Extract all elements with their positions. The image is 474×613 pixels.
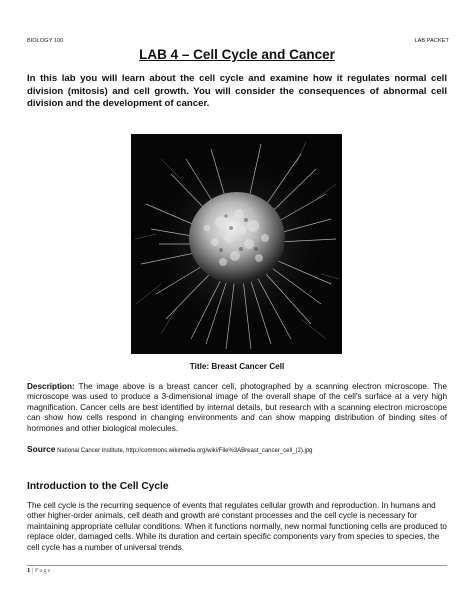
- section-heading: Introduction to the Cell Cycle: [27, 481, 169, 492]
- source-line: [27, 445, 457, 456]
- header-packet: LAB PACKET: [414, 38, 449, 44]
- figure-caption: Title: Breast Cancer Cell: [189, 362, 285, 371]
- page-word: Page: [34, 567, 52, 574]
- page-number: 1: [27, 567, 31, 574]
- cancer-cell-photo: [131, 134, 342, 354]
- cancer-cell-image: [131, 134, 342, 354]
- footer-divider: [27, 565, 447, 566]
- section-body: The cell cycle is the recurring sequence of events that regulates cellular growth and reproduction. In humans and other higher-order animals, cell death and growth are constant processes and the cell cycle is necessary for maintaining appropriate cellular conditions. When it functions normally, new normal functioning cells are produced to replace older, damaged cells. While its duration and certain specific components vary from species to species, the cell cycle has a number of universal trends.: [27, 501, 447, 552]
- page-footer: [27, 567, 51, 574]
- footer-separator: |: [30, 567, 35, 574]
- source-text: National Cancer Institute, http://commons.wikimedia.org/wiki/File%3ABreast_cancer_cell_(2).jpg: [55, 448, 313, 454]
- page-title: LAB 4 – Cell Cycle and Cancer: [139, 47, 335, 62]
- header-course: BIOLOGY 100: [27, 38, 64, 44]
- source-label: Source: [27, 444, 56, 454]
- description-text: The image above is a breast cancer cell, photographed by a scanning electron microscope. The microscope was used to produce a 3-dimensional image of the overall shape of the cell's surface at a very high magnification. Cancer cells are best identified by internal details, but research with a scanning electron microscope can show how cells respond in changing environments and can show mapping distribution of binding sites of hormones and other biological molecules.: [27, 382, 447, 433]
- intro-paragraph: In this lab you will learn about the cell cycle and examine how it regulates normal cell division (mitosis) and cell growth. You will consider the consequences of abnormal cell division and the development of cancer.: [27, 73, 447, 109]
- description-paragraph: [27, 382, 447, 434]
- description-label: Description:: [27, 382, 75, 391]
